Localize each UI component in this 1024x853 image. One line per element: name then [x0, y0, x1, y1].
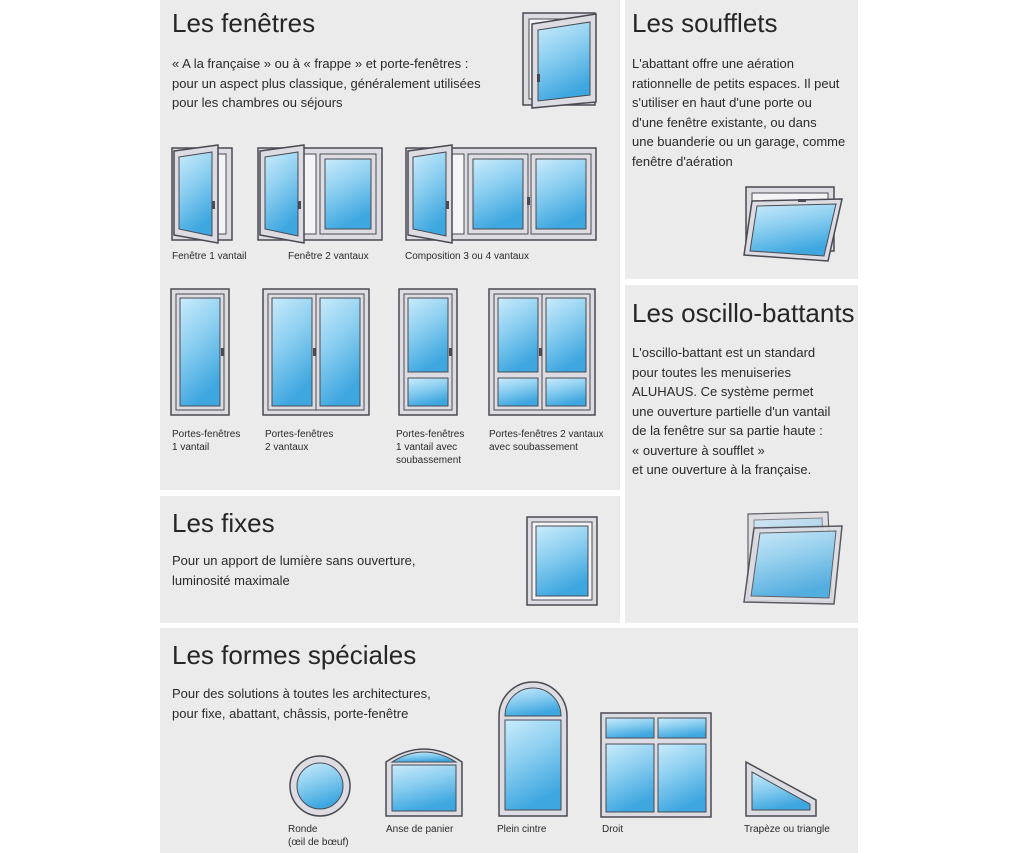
round-arch-window-illustration [497, 680, 569, 818]
caption-trapeze: Trapèze ou triangle [744, 824, 830, 835]
tilt-turn-window-illustration [742, 510, 846, 608]
straight-transom-window-illustration [600, 712, 712, 818]
fenetres-title: Les fenêtres [172, 8, 316, 38]
caption-ronde: Ronde (œil de bœuf) [288, 824, 349, 848]
oscillo-title: Les oscillo-battants [632, 298, 855, 328]
caption-fenetre-2-vantaux: Fenêtre 2 vantaux [288, 251, 369, 262]
window-1-leaf-illustration [170, 145, 234, 245]
round-window-illustration [288, 754, 352, 818]
casement-window-illustration [518, 10, 600, 110]
soufflets-description: L'abattant offre une aération rationnelle de petits espaces. Il peut s'utiliser en haut d'une porte ou d'une fenêtre existante, ou dans une buanderie ou un garage, comme fenêtre d'aération [632, 56, 846, 169]
caption-porte-fenetre-1-soubassement: Portes-fenêtres 1 vantail avec soubassement [396, 429, 465, 466]
caption-fenetre-1-vantail: Fenêtre 1 vantail [172, 251, 247, 262]
basket-arch-window-illustration [384, 740, 464, 818]
caption-droit: Droit [602, 824, 624, 835]
soufflets-title: Les soufflets [632, 8, 778, 38]
caption-plein-cintre: Plein cintre [497, 824, 547, 835]
caption-composition: Composition 3 ou 4 vantaux [405, 251, 529, 262]
caption-anse-de-panier: Anse de panier [386, 824, 454, 835]
french-door-2-leaves-base-illustration [488, 288, 596, 416]
caption-porte-fenetre-2-soubassement: Portes-fenêtres 2 vantaux avec soubassement [489, 429, 604, 453]
caption-porte-fenetre-2: Portes-fenêtres 2 vantaux [265, 429, 334, 453]
caption-porte-fenetre-1: Portes-fenêtres 1 vantail [172, 429, 241, 453]
french-door-2-leaves-illustration [262, 288, 370, 416]
window-2-leaves-illustration [256, 145, 384, 245]
fixes-title: Les fixes [172, 508, 275, 538]
trapezoid-window-illustration [744, 760, 818, 818]
fixes-description: Pour un apport de lumière sans ouverture, luminosité maximale [172, 553, 416, 588]
french-door-1-leaf-illustration [170, 288, 230, 416]
french-door-1-leaf-base-illustration [398, 288, 458, 416]
oscillo-description: L'oscillo-battant est un standard pour toutes les menuiseries ALUHAUS. Ce système permet une ouverture partielle d'un vantail de la fenêtre sur sa partie haute : « ouverture à soufflet » et une ouverture à la française. [632, 345, 831, 477]
formes-title: Les formes spéciales [172, 640, 417, 670]
fixed-window-illustration [526, 516, 598, 606]
formes-description: Pour des solutions à toutes les architectures, pour fixe, abattant, châssis, porte-fenêtre [172, 686, 431, 721]
fenetres-description: « A la française » ou à « frappe » et porte-fenêtres : pour un aspect plus classique, généralement utilisées pour les chambres ou séjours [172, 56, 481, 110]
window-composition-illustration [404, 145, 598, 245]
hopper-window-illustration [742, 185, 848, 263]
